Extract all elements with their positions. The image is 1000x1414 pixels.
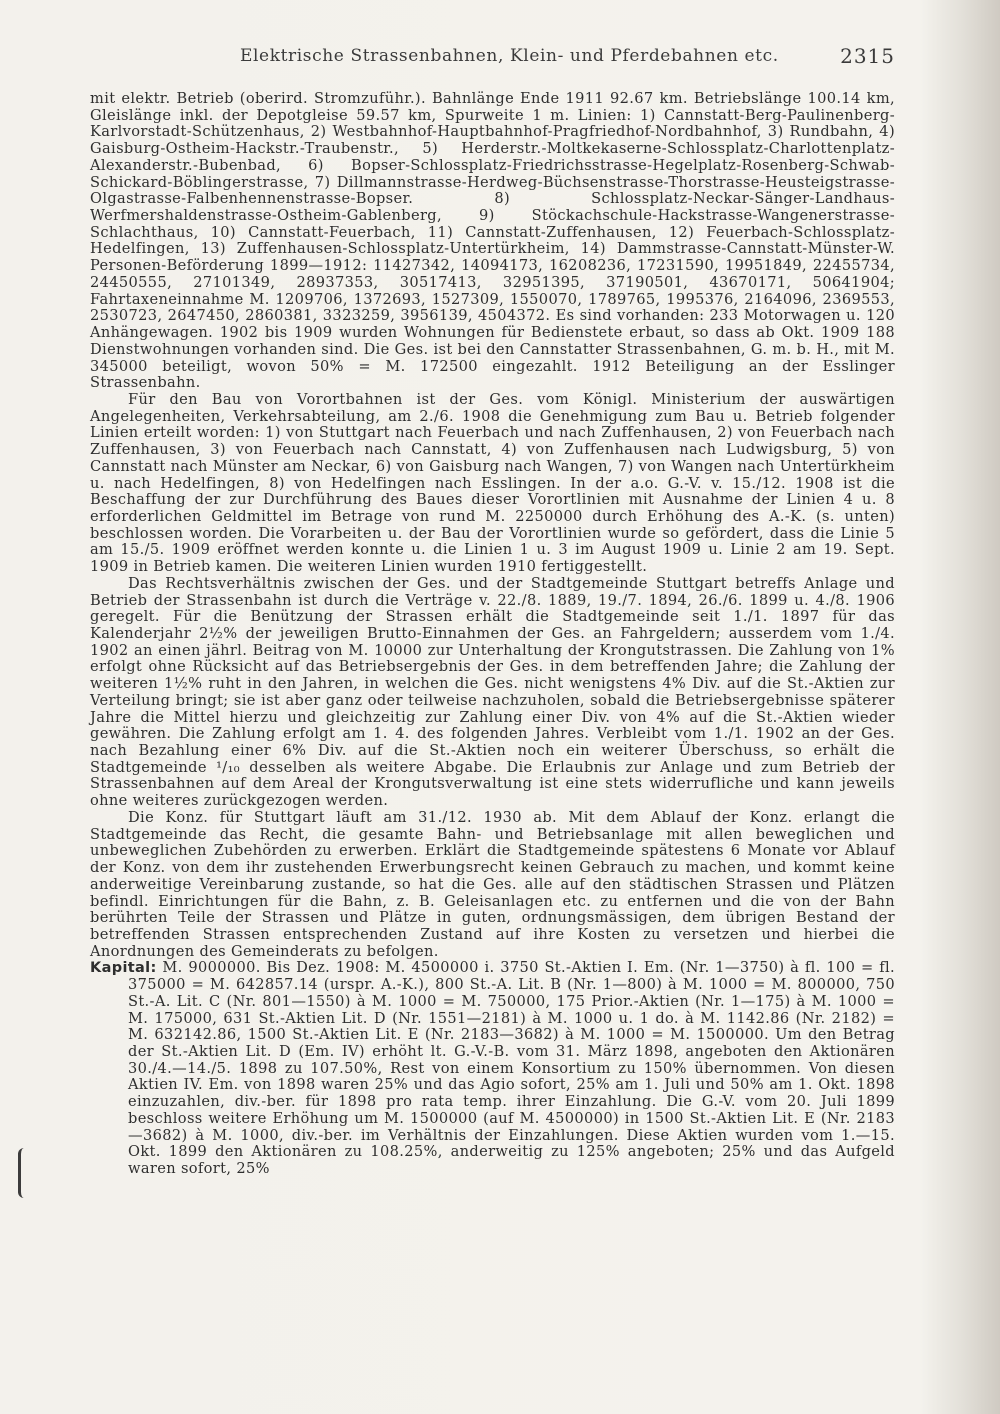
paragraph-concession: Die Konz. für Stuttgart läuft am 31./12. 1930 ab. Mit dem Ablauf der Konz. erlangt die Stadtgemeinde das Recht, die gesamte Bahn- und Betriebsanlage mit allen beweglichen und unbeweglichen Zubehörden zu erwerben. Erklärt die Stadtgemeinde spätestens 6 Monate vor Ablauf der Konz. von dem ihr zustehenden Erwerbungsrecht keinen Gebrauch zu machen, und kommt keine anderweitige Vereinbarung zustande, so hat die Ges. alle auf den städtischen Strassen und Plätzen befindl. Einrichtungen für die Bahn, z. B. Geleisanlagen etc. zu entfernen und die von der Bahn berührten Teile der Strassen und Plätze in guten, ordnungsmässigen, dem übrigen Bestand der betreffenden Strassen entsprechenden Zustand auf ihre Kosten zu versetzen und hierbei die Anordnungen des Gemeinderats zu befolgen. <box>90 808 895 960</box>
page-body <box>90 91 895 1178</box>
kapital-label: Kapital: <box>90 960 157 977</box>
page-header <box>90 44 895 74</box>
running-title: Elektrische Strassenbahnen, Klein- und Pferdebahnen etc. <box>240 46 779 66</box>
paragraph-suburban-lines: Für den Bau von Vorortbahnen ist der Ges. vom Königl. Ministerium der auswärtigen Angelegenheiten, Verkehrsabteilung, am 2./6. 1908 die Genehmigung zum Bau u. Betrieb folgender Linien erteilt worden: 1) von Stuttgart nach Feuerbach und nach Zuffenhausen, 2) von Feuerbach nach Zuffenhausen, 3) von Feuerbach nach Cannstatt, 4) von Zuffenhausen nach Ludwigsburg, 5) von Cannstatt nach Münster am Neckar, 6) von Gaisburg nach Wangen, 7) von Wangen nach Untertürkheim u. nach Hedelfingen, 8) von Hedelfingen nach Esslingen. In der a.o. G.-V. v. 15./12. 1908 ist die Beschaffung der zur Durchführung des Baues dieser Vorortlinien mit Ausnahme der Linien 4 u. 8 erforderlichen Geldmittel im Betrage von rund M. 2250000 durch Erhöhung des A.-K. (s. unten) beschlossen worden. Die Vorarbeiten u. der Bau der Vorortlinien wurde so gefördert, dass die Linie 5 am 15./5. 1909 eröffnet werden konnte u. die Linien 1 u. 3 im August 1909 u. Linie 2 am 19. Sept. 1909 in Betrieb kamen. Die weiteren Linien wurden 1910 fertiggestellt. <box>90 390 895 576</box>
margin-bracket-mark <box>18 1148 31 1198</box>
paragraph-kapital <box>90 960 895 1177</box>
kapital-text: M. 9000000. Bis Dez. 1908: M. 4500000 i. 3750 St.-Aktien I. Em. (Nr. 1—3750) à fl. 100 = fl. 375000 = M. 642857.14 (urspr. A.-K.), 800 St.-A. Lit. B (Nr. 1—800) à M. 1000 = M. 800000, 750 St.-A. Lit. C (Nr. 801—1550) à M. 1000 = M. 750000, 175 Prior.-Aktien (Nr. 1—175) à M. 1000 = M. 175000, 631 St.-Aktien Lit. D (Nr. 1551—2181) à M. 1000 u. 1 do. à M. 1142.86 (Nr. 2182) = M. 632142.86, 1500 St.-Aktien Lit. E (Nr. 2183—3682) à M. 1000 = M. 1500000. Um den Betrag der St.-Aktien Lit. D (Em. IV) erhöht lt. G.-V.-B. vom 31. März 1898, angeboten den Aktionären 30./4.—14./5. 1898 zu 107.50%, Rest von einem Konsortium zu 150% übernommen. Von diesen Aktien IV. Em. von 1898 waren 25% und das Agio sofort, 25% am 1. Juli und 50% am 1. Okt. 1898 einzuzahlen, div.-ber. für 1898 pro rata temp. ihrer Einzahlung. Die G.-V. vom 20. Juli 1899 beschloss weitere Erhöhung um M. 1500000 (auf M. 4500000) in 1500 St.-Aktien Lit. E (Nr. 2183—3682) à M. 1000, div.-ber. im Verhältnis der Einzahlungen. Diese Aktien wurden vom 1.—15. Okt. 1899 den Aktionären zu 108.25%, anderweitig zu 125% angeboten; 25% und das Aufgeld waren sofort, 25% <box>128 959 895 1177</box>
page-number: 2315 <box>840 44 895 68</box>
paragraph-routes-statistics: mit elektr. Betrieb (oberird. Stromzuführ.). Bahnlänge Ende 1911 92.67 km. Betriebslänge 100.14 km, Gleislänge inkl. der Depotgleise 59.57 km, Spurweite 1 m. Linien: 1) Cannstatt-Berg-Paulinenberg-Karlvorstadt-Schützenhaus, 2) Westbahnhof-Hauptbahnhof-Pragfriedhof-Nordbahnhof, 3) Rundbahn, 4) Gaisburg-Ostheim-Hackstr.-Traubenstr., 5) Herderstr.-Moltkekaserne-Schlossplatz-Charlottenplatz-Alexanderstr.-Bubenbad, 6) Bopser-Schlossplatz-Friedrichsstrasse-Hegelplatz-Rosenberg-Schwab-Schickard-Böblingerstrasse, 7) Dillmannstrasse-Herdweg-Büchsenstrasse-Thorstrasse-Heusteigstrasse-Olgastrasse-Falbenhennenstrasse-Bopser. 8) Schlossplatz-Neckar-Sänger-Landhaus-Werfmershaldenstrasse-Ostheim-Gablenberg, 9) Stöckachschule-Hackstrasse-Wangenerstrasse-Schlachthaus, 10) Cannstatt-Feuerbach, 11) Cannstatt-Zuffenhausen, 12) Feuerbach-Schlossplatz-Hedelfingen, 13) Zuffenhausen-Schlossplatz-Untertürkheim, 14) Dammstrasse-Cannstatt-Münster-W. Personen-Beförderung 1899—1912: 11427342, 14094173, 16208236, 17231590, 19951849, 22455734, 24450555, 27101349, 28937353, 30517413, 32951395, 37190501, 43670171, 50641904; Fahrtaxeneinnahme M. 1209706, 1372693, 1527309, 1550070, 1789765, 1995376, 2164096, 2369553, 2530723, 2647450, 2860381, 3323259, 3956139, 4504372. Es sind vorhanden: 233 Motorwagen u. 120 Anhängewagen. 1902 bis 1909 wurden Wohnungen für Bedienstete erbaut, so dass ab Okt. 1909 188 Dienstwohnungen vorhanden sind. Die Ges. ist bei den Cannstatter Strassenbahnen, G. m. b. H., mit M. 345000 beteiligt, wovon 50% = M. 172500 eingezahlt. 1912 Beteiligung an der Esslinger Strassenbahn. <box>90 90 895 392</box>
paragraph-legal-relationship: Das Rechtsverhältnis zwischen der Ges. und der Stadtgemeinde Stuttgart betreffs Anlage und Betrieb der Strassenbahn ist durch die Verträge v. 22./8. 1889, 19./7. 1894, 26./6. 1899 u. 4./8. 1906 geregelt. Für die Benützung der Strassen erhält die Stadtgemeinde seit 1./1. 1897 für das Kalenderjahr 2½% der jeweiligen Brutto-Einnahmen der Ges. an Fahrgeldern; ausserdem vom 1./4. 1902 an einen jährl. Beitrag von M. 10000 zur Unterhaltung der Krongutstrassen. Die Zahlung von 1% erfolgt ohne Rücksicht auf das Betriebsergebnis der Ges. in dem betreffenden Jahre; die Zahlung der weiteren 1½% ruht in den Jahren, in welchen die Ges. nicht wenigstens 4% Div. auf die St.-Aktien zur Verteilung bringt; sie ist aber ganz oder teilweise nachzuholen, sobald die Betriebsergebnisse späterer Jahre die Mittel hierzu und gleichzeitig zur Zahlung einer Div. von 4% auf die St.-Aktien wieder gewähren. Die Zahlung erfolgt am 1. 4. des folgenden Jahres. Verbleibt vom 1./1. 1902 an der Ges. nach Bezahlung einer 6% Div. auf die St.-Aktien noch ein weiterer Überschuss, so erhält die Stadtgemeinde ¹/₁₀ desselben als weitere Abgabe. Die Erlaubnis zur Anlage und zum Betrieb der Strassenbahnen auf dem Areal der Krongutsverwaltung ist eine stets widerrufliche und kann jeweils ohne weiteres zurückgezogen werden. <box>90 574 895 810</box>
